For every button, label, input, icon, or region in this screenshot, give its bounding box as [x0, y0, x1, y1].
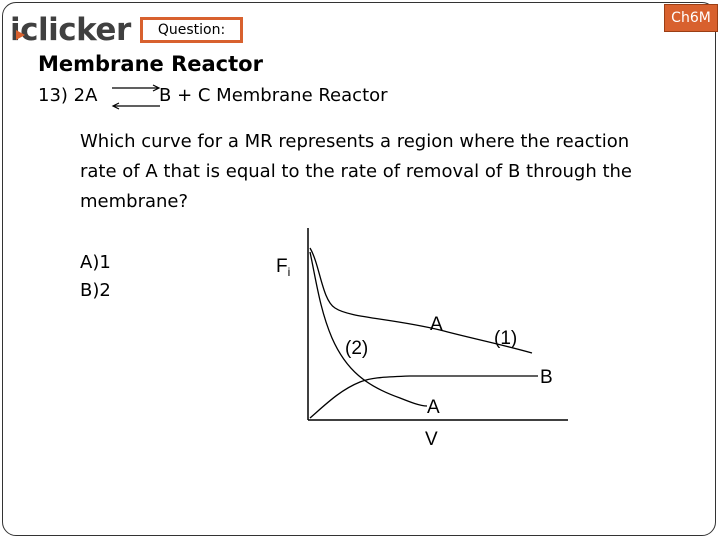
answer-option-b[interactable]: B)2: [80, 280, 111, 301]
curve-b: [310, 376, 538, 418]
curve-1-species-label: A: [430, 314, 443, 335]
question-label-box: [140, 17, 243, 43]
chapter-tag-text: Ch6M: [671, 10, 711, 26]
slide-title: Membrane Reactor: [38, 52, 263, 76]
curve-2-a: [310, 252, 427, 406]
reversible-arrows: [110, 82, 162, 110]
reaction-reactant: 13) 2A: [38, 85, 98, 106]
play-triangle-icon: [16, 30, 25, 40]
chapter-tag: [664, 4, 718, 32]
curve-1-number-label: (1): [494, 328, 518, 349]
reaction-equation: [38, 82, 458, 110]
answer-list: [80, 249, 111, 305]
reaction-products: B + C Membrane Reactor: [159, 85, 388, 106]
question-label: Question:: [157, 22, 226, 38]
arrow-right-icon: [112, 85, 159, 91]
question-text: Which curve for a MR represents a region where the reaction rate of A that is equal to the rate of removal of B through the membrane?: [80, 131, 632, 212]
x-axis-label: V: [425, 429, 438, 450]
answer-option-a[interactable]: A)1: [80, 252, 111, 273]
y-axis-label: $F_i$: [276, 256, 291, 279]
iclicker-logo: [10, 12, 131, 48]
curve-b-species-label: B: [540, 367, 553, 388]
curve-2-species-label: A: [427, 397, 440, 418]
arrow-left-icon: [113, 103, 160, 109]
logo-word: clicker: [20, 12, 131, 48]
flow-rate-graph: [270, 220, 590, 460]
logo-letter-i: i: [10, 12, 20, 48]
curve-2-number-label: (2): [345, 338, 369, 359]
